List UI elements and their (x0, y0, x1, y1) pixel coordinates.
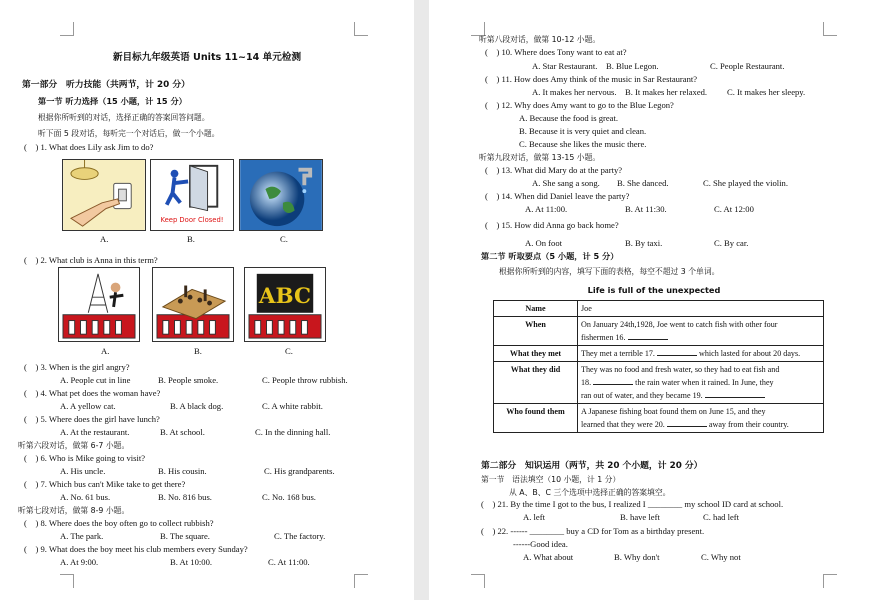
met-text-a: They met a terrible 17. (581, 349, 657, 358)
document-page-1 (0, 0, 414, 600)
when-line-2: fishermen 16. (581, 333, 628, 342)
q1-label-c: C. (280, 234, 288, 244)
row-header-did: What they did (494, 362, 578, 404)
crop-mark (354, 22, 368, 36)
q1-option-b-image (150, 159, 234, 231)
q2-option-c-image (244, 267, 326, 342)
question-14: ( ) 14. When did Daniel leave the party? (485, 191, 630, 201)
q10-option-b: B. Blue Legon. (606, 61, 659, 71)
q21-option-b: B. have left (620, 512, 660, 522)
q6-option-b: B. His cousin. (158, 466, 207, 476)
q9-option-c: C. At 11:00. (268, 557, 310, 567)
question-8: ( ) 8. Where does the boy often go to collect rubbish? (24, 518, 214, 528)
q1-label-a: A. (100, 234, 109, 244)
q8-option-a: A. The park. (60, 531, 104, 541)
intro-dialogue-6: 听第六段对话，做第 6-7 小题。 (18, 441, 130, 450)
did-line-1: They was no food and fresh water, so they had to eat fish and (581, 365, 780, 374)
found-line-1: A Japanese fishing boat found them on June 15, and they (581, 407, 766, 416)
question-5: ( ) 5. Where does the girl have lunch? (24, 414, 160, 424)
q14-option-a: A. At 11:00. (525, 204, 568, 214)
q2-label-c: C. (285, 346, 293, 356)
q2-label-b: B. (194, 346, 202, 356)
blank-18[interactable] (593, 376, 633, 385)
part2-instruction: 从 A、B、C 三个选项中选择正确的答案填空。 (509, 488, 671, 497)
q2-option-a-image (58, 267, 140, 342)
intro-dialogue-7: 听第七段对话，做第 8-9 小题。 (18, 506, 130, 515)
question-9: ( ) 9. What does the boy meet his club members every Sunday? (24, 544, 248, 554)
q11-option-c: C. It makes her sleepy. (727, 87, 806, 97)
q22-option-c: C. Why not (701, 552, 741, 562)
question-22: ( ) 22. ------ ________ buy a CD for Tom as a birthday present. (481, 526, 705, 536)
q2-option-b-image (152, 267, 234, 342)
q2-label-a: A. (101, 346, 110, 356)
blank-17[interactable] (657, 347, 697, 356)
row-value-when (578, 317, 824, 346)
q5-option-b: B. At school. (160, 427, 205, 437)
q13-option-b: B. She danced. (617, 178, 669, 188)
did-text-18: 18. (581, 378, 594, 387)
table-row (494, 346, 824, 362)
q22-option-a: A. What about (523, 552, 574, 562)
blank-19[interactable] (705, 389, 765, 398)
q6-option-c: C. His grandparents. (264, 466, 335, 476)
q3-option-c: C. People throw rubbish. (262, 375, 348, 385)
crop-mark (823, 22, 837, 36)
section1-heading: 第一节 听力选择（15 小题，计 15 分） (38, 96, 187, 106)
q15-option-a: A. On foot (525, 238, 562, 248)
intro-dialogue-9: 听第九段对话，做第 13-15 小题。 (479, 153, 601, 162)
question-11: ( ) 11. How does Amy think of the music in Sar Restaurant? (485, 74, 698, 84)
row-header-found: Who found them (494, 404, 578, 433)
blank-20[interactable] (667, 418, 707, 427)
section2-heading: 第二节 听取要点（5 小题，计 5 分） (481, 251, 619, 261)
q21-option-c: C. had left (703, 512, 740, 522)
crop-mark (354, 574, 368, 588)
row-value-found (578, 404, 824, 433)
row-header-when: When (494, 317, 578, 346)
table-row (494, 404, 824, 433)
question-10: ( ) 10. Where does Tony want to eat at? (485, 47, 627, 57)
q4-option-a: A. A yellow cat. (60, 401, 116, 411)
q10-option-a: A. Star Restaurant. (532, 61, 598, 71)
abc-letters: ABC (258, 284, 312, 310)
q13-option-c: C. She played the violin. (703, 178, 788, 188)
found-text-20b: away from their country. (706, 420, 789, 429)
met-text-b: which lasted for about 20 days. (696, 349, 801, 358)
q8-option-b: B. The square. (160, 531, 210, 541)
q7-option-b: B. No. 816 bus. (158, 492, 212, 502)
document-page-2 (429, 0, 879, 600)
q22-dialogue: ------Good idea. (513, 539, 568, 549)
q15-option-c: C. By car. (714, 238, 749, 248)
q11-option-b: B. It makes her relaxed. (625, 87, 708, 97)
document-title: 新目标九年级英语 Units 11~14 单元检测 (112, 52, 302, 63)
q5-option-a: A. At the restaurant. (60, 427, 130, 437)
question-1: ( ) 1. What does Lily ask Jim to do? (24, 142, 154, 152)
crop-mark (60, 574, 74, 588)
section2-instruction: 根据你所听到的内容，填写下面的表格，每空不超过 3 个单词。 (499, 267, 720, 276)
q22-option-b: B. Why don't (614, 552, 660, 562)
crop-mark (60, 22, 74, 36)
question-15: ( ) 15. How did Anna go back home? (485, 220, 619, 230)
question-3: ( ) 3. When is the girl angry? (24, 362, 130, 372)
q21-option-a: A. left (523, 512, 545, 522)
q7-option-c: C. No. 168 bus. (262, 492, 316, 502)
q12-option-a: A. Because the food is great. (519, 113, 619, 123)
q12-option-c: C. Because she likes the music there. (519, 139, 647, 149)
question-2: ( ) 2. What club is Anna in this term? (24, 255, 158, 265)
q6-option-a: A. His uncle. (60, 466, 106, 476)
table-row (494, 362, 824, 404)
q1-option-a-image (62, 159, 146, 231)
question-21: ( ) 21. By the time I got to the bus, I realized I ________ my school ID card at school. (481, 499, 784, 509)
q9-option-a: A. At 9:00. (60, 557, 99, 567)
q7-option-a: A. No. 61 bus. (60, 492, 111, 502)
q8-option-c: C. The factory. (274, 531, 326, 541)
q5-option-c: C. In the dinning hall. (255, 427, 331, 437)
did-text-18b: the rain water when it rained. In June, they (633, 378, 774, 387)
row-value-met (578, 346, 824, 362)
when-line-1: On January 24th,1928, Joe went to catch fish with other four (581, 320, 778, 329)
q4-option-b: B. A black dog. (170, 401, 224, 411)
q14-option-c: C. At 12:00 (714, 204, 754, 214)
table-row (494, 317, 824, 346)
table-title: Life is full of the unexpected (587, 285, 721, 295)
question-6: ( ) 6. Who is Mike going to visit? (24, 453, 146, 463)
crop-mark (823, 574, 837, 588)
found-text-20: learned that they were 20. (581, 420, 667, 429)
q15-option-b: B. By taxi. (625, 238, 663, 248)
table-row (494, 301, 824, 317)
keep-door-closed-sign: Keep Door Closed! (160, 216, 224, 225)
part1-heading: 第一部分 听力技能（共两节，计 20 分） (22, 80, 190, 90)
intro-dialogue-8: 听第八段对话，做第 10-12 小题。 (479, 35, 601, 44)
q12-option-b: B. Because it is very quiet and clean. (519, 126, 647, 136)
question-12: ( ) 12. Why does Amy want to go to the Blue Legon? (485, 100, 674, 110)
instruction: 根据你所听到的对话，选择正确的答案回答问题。 (38, 113, 210, 122)
q3-option-b: B. People smoke. (158, 375, 219, 385)
crop-mark (471, 574, 485, 588)
q11-option-a: A. It makes her nervous. (532, 87, 617, 97)
part2-section1: 第一节 语法填空（10 小题，计 1 分） (481, 475, 621, 484)
row-value-name: Joe (578, 301, 824, 317)
group-intro: 听下面 5 段对话，每听完一个对话后，做一个小题。 (38, 129, 220, 138)
row-header-met: What they met (494, 346, 578, 362)
q1-label-b: B. (187, 234, 195, 244)
q3-option-a: A. People cut in line (60, 375, 131, 385)
blank-16[interactable] (628, 331, 668, 340)
q4-option-c: C. A white rabbit. (262, 401, 323, 411)
question-13: ( ) 13. What did Mary do at the party? (485, 165, 623, 175)
q1-option-c-image (239, 159, 323, 231)
info-table (493, 300, 824, 433)
q10-option-c: C. People Restaurant. (710, 61, 785, 71)
q9-option-b: B. At 10:00. (170, 557, 213, 567)
q14-option-b: B. At 11:30. (625, 204, 667, 214)
question-7: ( ) 7. Which bus can't Mike take to get there? (24, 479, 186, 489)
q13-option-a: A. She sang a song. (532, 178, 600, 188)
did-text-19: ran out of water, and they became 19. (581, 391, 705, 400)
question-4: ( ) 4. What pet does the woman have? (24, 388, 161, 398)
part2-heading: 第二部分 知识运用（两节，共 20 个小题，计 20 分） (481, 461, 703, 471)
row-header-name: Name (494, 301, 578, 317)
row-value-did (578, 362, 824, 404)
